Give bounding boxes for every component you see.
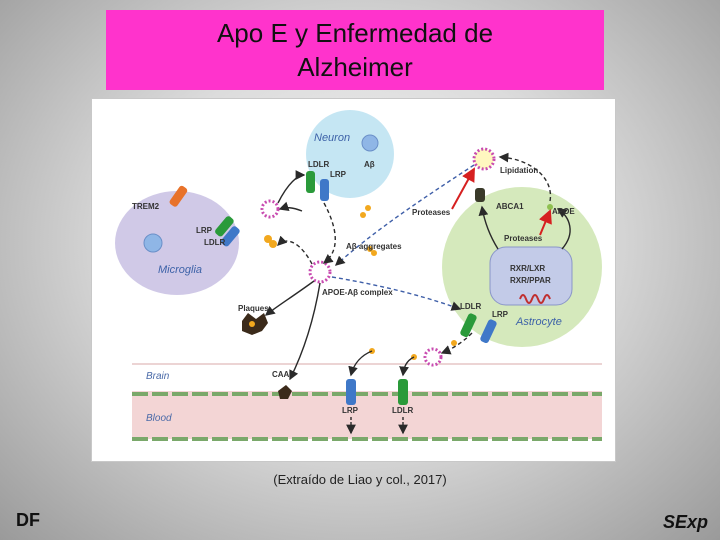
microglia-label: Microglia [158,264,203,276]
arrow-to-microglia [278,241,312,264]
arrow-particle-to-neuron [278,175,304,203]
arrow-neuron-down [324,203,335,263]
trem2-label: TREM2 [132,202,160,211]
lipoprotein-particle-microglia [262,201,278,217]
neuron-nucleus [362,135,378,151]
arrow-to-vessel-lrp [351,351,372,375]
plaques-label: Plaques [238,304,269,313]
brain-label: Brain [146,371,170,382]
vessel-lrp-label: LRP [342,406,358,415]
abeta-aggregates-label: Aβ aggregates [346,242,402,251]
arrow-to-vessel-ldlr [403,357,414,375]
astro-ldlr-label: LDLR [460,302,482,311]
proteases-left-label: Proteases [412,208,451,217]
abeta-dot [269,240,277,248]
microglia-lrp-label: LRP [196,226,212,235]
neuron-ldlr-label: LDLR [308,160,330,169]
blood-vessel [132,391,602,439]
plaque-dot [249,321,255,327]
arrow-to-particle-microglia [280,208,302,211]
lipoprotein-particle-top [474,149,494,169]
lipoprotein-particle-vessel [425,349,441,365]
arrow-complex-to-plaques [266,281,314,315]
proteases-astro-label: Proteases [504,234,543,243]
neuron-lrp-receptor [320,179,329,201]
vessel-lrp-receptor [346,379,356,405]
figure-frame [91,98,616,462]
slide-title: Apo E y Enfermedad de Alzheimer [216,18,494,82]
vessel-ldlr-label: LDLR [392,406,414,415]
footer-left-text: DF [16,510,40,530]
abeta-label: Aβ [364,160,375,169]
inhibition-proteases-left [452,169,474,209]
astro-lrp-label: LRP [492,310,508,319]
lipidation-label: Lipidation [500,166,539,175]
neuron-cell [306,110,394,198]
abeta-dot [365,205,371,211]
abeta-dot [360,212,366,218]
apoe-label: APOE [552,207,575,216]
title-box [106,10,604,90]
abeta-dot [451,340,457,346]
astrocyte-label: Astrocyte [516,316,562,328]
blood-label: Blood [146,413,172,424]
neuron-ldlr-receptor [306,171,315,193]
figure-caption: (Extraído de Liao y col., 2017) [273,472,447,487]
rxr-ppar-label: RXR/PPAR [510,276,551,285]
abca1-label: ABCA1 [496,202,524,211]
abca1-transporter [475,188,485,202]
microglia-ldlr-label: LDLR [204,238,226,247]
rxr-lxr-label: RXR/LXR [510,264,546,273]
lipoprotein-particle-complex [310,262,330,282]
microglia-nucleus [144,234,162,252]
neuron-lrp-label: LRP [330,170,346,179]
vessel-ldlr-receptor [398,379,408,405]
footer-right-text: SExp [662,512,708,532]
arrow-complex-to-caa [290,283,320,379]
apoe-pathway-diagram [92,99,615,461]
neuron-label: Neuron [314,132,351,144]
apoe-abeta-complex-label: APOE-Aβ complex [322,288,393,297]
caa-label: CAA [272,370,290,379]
